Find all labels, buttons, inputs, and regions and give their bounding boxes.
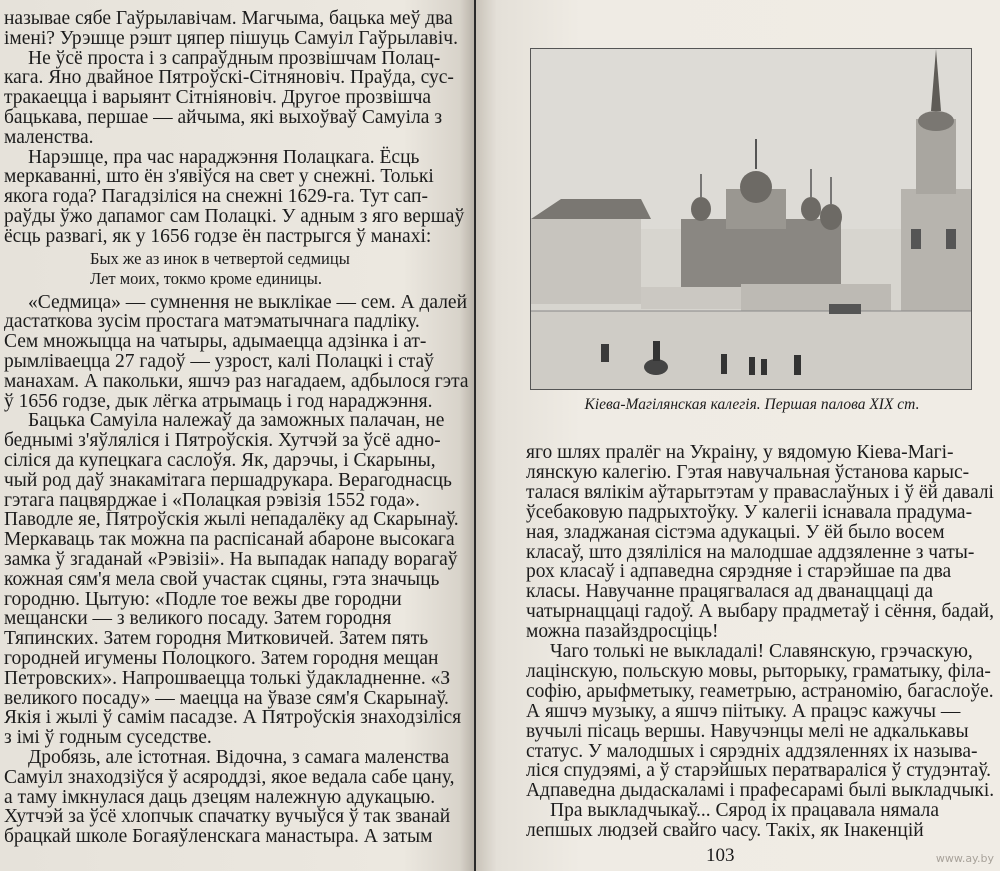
text-line: Хутчэй за ўсё хлопчык спачатку вучыўся ў так званай <box>4 806 451 828</box>
text-line: статус. У малодшых і сярэдніх аддзяленнях іх называ- <box>526 740 978 762</box>
text-line: лепшых людзей свайго часу. Такіх, як Інакенцій <box>526 820 924 842</box>
text-line: дастаткова зусім простага матэматычнага падліку. <box>4 311 420 333</box>
text-line: Адпаведна дыдаскаламі і прафесарамі былі выкладчыкі. <box>526 780 995 802</box>
text-line: «Седмица» — сумнення не выклікае — сем. А далей <box>28 291 468 313</box>
text-line: кага. Яно двайное Пятроўскі-Сітняновіч. Праўда, сус- <box>4 67 454 89</box>
text-line: кожная сям'я мела свой участак сцяны, гэта значыць <box>4 568 440 590</box>
text-line: бацькава, першае — айчыма, які выхоўваў Самуіла з <box>4 107 443 128</box>
text-line: ліся спудэямі, а ў старэйшых ператвараліся ў студэнтаў. <box>526 760 991 782</box>
text-line: Самуіл знаходзіўся ў асяроддзі, якое ведала сабе цану, <box>4 766 455 788</box>
watermark: www.ay.by <box>935 852 994 865</box>
text-line: можна пазайздросціць! <box>526 621 719 643</box>
text-line: Тяпинских. Затем городня Митковичей. Затем пять <box>4 628 429 650</box>
text-line: гэтага пацвярджае і «Полацкая рэвізія 1552 года». <box>4 489 420 511</box>
text-line: Якія і жылі ў самім пасадзе. А Пятроўскія знаходзіліся <box>4 707 462 729</box>
text-line: ёсць развагі, як у 1656 годзе ён пастрыгся ў манахі: <box>4 225 432 247</box>
text-line: мещански — з великого посаду. Затем городня <box>4 608 392 630</box>
text-line: маленства. <box>4 126 94 148</box>
text-line: Пра выкладчыкаў... Сярод іх працавала нямала <box>550 800 940 822</box>
text-line: яго шлях пралёг на Украіну, у вядомую Кіева-Магі- <box>526 442 954 463</box>
text-line: сіліся да купецкага саслоўя. Як, дарэчы, і Скарыны, <box>4 450 436 471</box>
right-page <box>476 0 1000 871</box>
text-line: якога года? Пагадзіліся на снежні 1629-га. Тут сап- <box>4 186 428 208</box>
text-line: Дробязь, але істотная. Відочна, з самага маленства <box>28 747 450 768</box>
text-line: Сем множыцца на чатыры, адымаецца адзінка і ат- <box>4 331 427 353</box>
left-page <box>0 0 474 871</box>
text-line: чый род даў знакамітага першадрукара. Верагоднасць <box>4 469 452 491</box>
text-line: брацкай школе Богаяўленскага манастыра. А затым <box>4 826 433 848</box>
text-line: вучылі пісаць вершы. Навучэнцы мелі не адкалькавы <box>526 720 969 742</box>
text-line: класаў, што дзяліліся на малодшае аддзяленне з чаты- <box>526 541 975 563</box>
text-line: Нарэшце, пра час нараджэння Полацкага. Ёсць <box>28 146 420 168</box>
text-line: з імі ў годным суседстве. <box>4 727 212 749</box>
text-line: рымліваецца 27 гадоў — узрост, калі Полацкі і стаў <box>4 351 434 372</box>
text-line: тракаецца і варыянт Сітніяновіч. Другое прозвішча <box>4 87 432 109</box>
text-line: софію, арыфметыку, геаметрыю, астраномію, багаслоўе. <box>526 680 994 702</box>
text-line: городней игумены Полоцкого. Затем городня мещан <box>4 648 439 669</box>
text-line: Не ўсё проста і з сапраўдным прозвішчам Полац- <box>28 47 441 69</box>
text-line: Петровских». Напрошваецца толькі ўдакладненне. «З <box>4 667 451 689</box>
text-line: Меркаваць так можна па распісанай абароне высокага <box>4 529 455 551</box>
text-line: беднымі з'яўляліся і Пятроўскія. Хутчэй за ўсё адно- <box>4 430 441 452</box>
text-line: Чаго толькі не выкладалі! Славянскую, грэчаскую, <box>550 641 973 662</box>
text-line: манахам. А пакольки, яшчэ раз нагадаем, адбылося гэта <box>4 370 469 392</box>
text-line: а таму імкнулася даць дзецям належную адукацыю. <box>4 786 436 808</box>
text-line: ная, зладжаная сістэма адукацыі. У ёй было восем <box>526 521 945 543</box>
text-line: лянскую калегію. Гэтая навучальная ўстанова карыс- <box>526 461 970 483</box>
text-line: Паводле яе, Пятроўскія жылі непадалёку ад Скарынаў. <box>4 509 459 531</box>
text-line: Бацька Самуіла належаў да заможных палачан, не <box>28 410 445 432</box>
text-line: імені? Урэшце рэшт цяпер пішуць Самуіл Гаўрылавіч. <box>4 27 458 49</box>
text-line: ў 1656 годзе, дык лёгка атрымаць і год нараджэння. <box>4 390 433 412</box>
text-line: называе сябе Гаўрылавічам. Магчыма, бацька меў два <box>4 8 453 29</box>
text-line: чатырнаццаці гадоў. А выбару прадметаў і сёння, бадай, <box>526 601 994 623</box>
text-line: меркаванні, што ён з'явіўся на свет у снежні. Толькі <box>4 166 434 188</box>
engraving-image <box>531 49 971 389</box>
illustration-caption: Кіева-Магілянская калегія. Першая палова XIX ст. <box>584 396 920 413</box>
text-line: лацінскую, польскую мовы, рыторыку, граматыку, філа- <box>526 660 991 682</box>
text-line: А яшчэ музыку, а яшчэ піітыку. А працэс кажучы — <box>526 700 961 722</box>
text-line: городню. Цытую: «Подле тое вежы две городни <box>4 588 402 610</box>
page-number: 103 <box>706 845 735 866</box>
text-line: талася вялікім аўтарытэтам у праваслаўных і ў ёй давалі <box>526 481 994 503</box>
text-line: великого посаду» — маецца на ўвазе сям'я Скарынаў. <box>4 687 449 709</box>
text-line: раўды ўжо дапамог сам Полацкі. У адным з яго вершаў <box>4 206 465 227</box>
verse-line: Лет моих, токмо кроме единицы. <box>90 268 322 288</box>
verse-line: Бых же аз инок в четвертой седмицы <box>90 248 350 268</box>
text-line: рох класаў і адпаведна сярэдняе і старэйшае па два <box>526 561 952 583</box>
kyiv-mohyla-collegium-illustration <box>530 48 972 390</box>
text-line: ўсебаковую падрыхтоўку. У калегіі існавала прадума- <box>526 501 973 523</box>
text-line: класы. Навучанне працягвалася ад дванаццаці да <box>526 581 934 603</box>
text-line: замка ў згаданай «Рэвізіі». На выпадак нападу ворагаў <box>4 549 458 570</box>
